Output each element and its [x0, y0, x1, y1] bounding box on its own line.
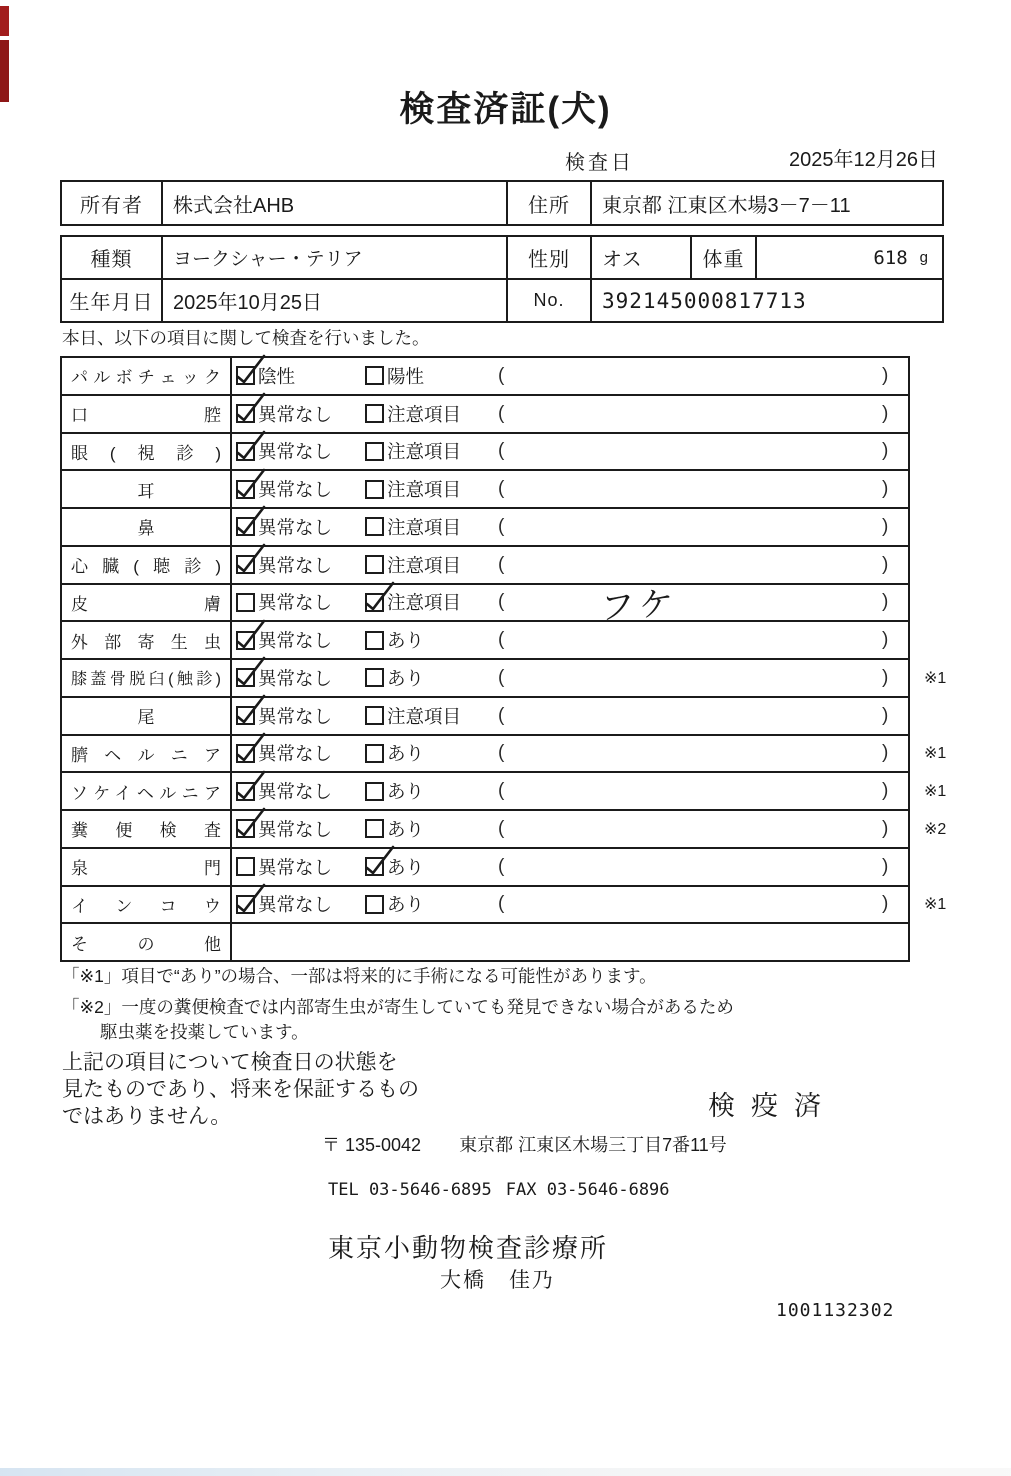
option-label: 異常なし: [258, 403, 333, 425]
exam-item-label-text: 膝蓋骨脱臼(触診): [71, 671, 221, 689]
examiner-name: 大橋 佳乃: [440, 1269, 555, 1292]
option-label: 注意項目: [387, 441, 462, 463]
paren-close: ): [882, 440, 889, 462]
paren-close: ): [882, 478, 889, 500]
option-normal: [236, 665, 332, 691]
checkbox-icon: [236, 631, 255, 650]
scan-artifact-red-mark: [0, 6, 9, 36]
exam-row-eyes: [62, 432, 908, 470]
paren-open: (: [498, 553, 505, 575]
office-tel-fax-line: [328, 1180, 670, 1200]
checkbox-icon: [365, 744, 384, 763]
checkbox-icon: [365, 631, 384, 650]
exam-row-content: [232, 811, 947, 847]
checkbox-icon: [236, 744, 255, 763]
checkbox-icon: [236, 366, 255, 385]
checkbox-icon: [365, 668, 384, 687]
checkbox-icon: [365, 895, 384, 914]
paren-open: (: [498, 893, 505, 915]
exam-item-label: [62, 585, 232, 621]
paren-close: ): [882, 893, 889, 915]
exam-row-content-empty: [232, 924, 908, 960]
exam-item-label-text: 鼻: [137, 519, 155, 539]
footnote-ref: ※1: [924, 669, 947, 687]
pet-info-row-2: [62, 278, 942, 321]
checkbox-icon: [236, 819, 255, 838]
exam-item-label-text: 外部寄生虫: [71, 632, 221, 652]
weight-value: 618: [873, 246, 908, 269]
number-value: 392145000817713: [602, 288, 807, 313]
exam-row-content: [232, 773, 947, 809]
footnote-ref: ※1: [924, 745, 947, 763]
exam-row-content: [232, 547, 908, 583]
office-postal-line: [322, 1131, 727, 1157]
pet-info-box: [60, 235, 944, 323]
option-normal: [236, 778, 332, 804]
exam-item-label-text: 口腔: [71, 406, 221, 426]
option-label: 異常なし: [258, 592, 333, 614]
page-title: 検査済証(犬): [399, 90, 612, 129]
exam-item-label-text: パルボチェック: [71, 368, 221, 388]
checkbox-icon: [236, 480, 255, 499]
disclaimer-line-3: ではありません。: [62, 1105, 232, 1128]
exam-row-content: [232, 471, 908, 507]
exam-row-umbilical-hernia: [62, 734, 947, 772]
paren-open: (: [498, 591, 505, 613]
checkbox-icon: [236, 555, 255, 574]
paren-close: ): [882, 704, 889, 726]
option-caution: [365, 703, 461, 729]
option-label: 異常なし: [258, 667, 333, 689]
option-normal: [236, 514, 332, 540]
option-label: 陽性: [387, 365, 425, 387]
exam-item-label-text: 糞便検査: [71, 821, 221, 841]
option-normal: [236, 740, 332, 766]
checkbox-icon: [365, 593, 384, 612]
exam-item-label: [62, 471, 232, 507]
option-caution: [365, 589, 461, 615]
exam-table: [60, 356, 947, 962]
option-present: [365, 816, 424, 842]
exam-item-label-text: 耳: [137, 481, 155, 501]
paren-open: (: [498, 742, 505, 764]
option-caution: [365, 438, 461, 464]
checkbox-icon: [365, 517, 384, 536]
checkbox-icon: [236, 442, 255, 461]
exam-row-patella: [62, 658, 947, 696]
exam-row-content: [232, 660, 947, 696]
checkbox-icon: [236, 404, 255, 423]
fax-number: FAX 03-5646-6896: [505, 1180, 670, 1200]
exam-item-label: [62, 547, 232, 583]
exam-row-parvo: [62, 358, 908, 394]
paren-close: ): [882, 666, 889, 688]
checkbox-icon: [365, 819, 384, 838]
exam-row-mouth: [62, 394, 908, 432]
exam-row-content: [232, 583, 908, 628]
exam-item-label-text: ソケイヘルニア: [71, 783, 221, 803]
exam-item-label: [62, 736, 232, 772]
exam-row-content: [232, 887, 947, 923]
exam-row-content: [232, 358, 908, 394]
exam-row-inkou: [62, 885, 947, 923]
option-label: 異常なし: [258, 894, 333, 916]
paren-close: ): [882, 629, 889, 651]
exam-item-label: [62, 509, 232, 545]
address-label: 住所: [508, 182, 592, 224]
option-present: [365, 891, 424, 917]
weight-value-cell: [757, 237, 942, 278]
paren-open: (: [498, 478, 505, 500]
exam-row-nose: [62, 507, 908, 545]
exam-item-label: [62, 849, 232, 885]
exam-item-label-text: インコウ: [71, 896, 221, 916]
paren-open: (: [498, 440, 505, 462]
exam-row-fecal-exam: [62, 809, 947, 847]
exam-row-content: [232, 509, 908, 545]
option-normal: [236, 816, 332, 842]
option-label: 異常なし: [258, 516, 333, 538]
pet-info-row-1: [62, 237, 942, 278]
option-caution: [365, 476, 461, 502]
exam-item-label: [62, 924, 232, 960]
paren-close: ): [882, 364, 889, 386]
checkbox-icon: [365, 706, 384, 725]
option-label: あり: [387, 818, 425, 840]
weight-unit: g: [919, 249, 928, 266]
option-label: 注意項目: [387, 403, 462, 425]
office-address: 東京都 江東区木場三丁目7番11号: [459, 1135, 727, 1155]
exam-item-label: [62, 396, 232, 432]
sex-value: オス: [592, 237, 692, 278]
option-normal: [236, 552, 332, 578]
option-label: 異常なし: [258, 441, 333, 463]
paren-open: (: [498, 629, 505, 651]
option-normal: [236, 627, 332, 653]
paren-open: (: [498, 855, 505, 877]
number-label: No.: [508, 280, 592, 321]
checkbox-icon: [236, 668, 255, 687]
option-caution: [365, 401, 461, 427]
paren-open: (: [498, 780, 505, 802]
handwritten-finding: フケ: [598, 583, 680, 628]
checkbox-icon: [365, 480, 384, 499]
footnote-ref: ※1: [924, 783, 947, 801]
paren-close: ): [882, 817, 889, 839]
option-label: 異常なし: [258, 554, 333, 576]
checkbox-icon: [365, 442, 384, 461]
checkbox-icon: [236, 517, 255, 536]
option-label: 異常なし: [258, 781, 333, 803]
exam-item-label-text: 臍ヘルニア: [71, 745, 221, 765]
paren-open: (: [498, 364, 505, 386]
inspection-date-label: 検査日: [565, 152, 634, 174]
checkbox-icon: [365, 404, 384, 423]
breed-value: ヨークシャー・テリア: [163, 237, 508, 278]
exam-row-external-parasites: [62, 620, 908, 658]
checkbox-icon: [236, 895, 255, 914]
option-present: [365, 665, 424, 691]
option-label: 注意項目: [387, 592, 462, 614]
owner-info-box: [60, 180, 944, 226]
paren-open: (: [498, 666, 505, 688]
option-normal: [236, 891, 332, 917]
checkbox-icon: [236, 706, 255, 725]
checkbox-icon: [236, 857, 255, 876]
address-value: 東京都 江東区木場3－7－11: [602, 194, 851, 217]
option-normal: [236, 854, 332, 880]
exam-row-content: [232, 736, 947, 772]
exam-item-label: [62, 660, 232, 696]
clinic-name: 東京小動物検査診療所: [328, 1233, 609, 1263]
paren-open: (: [498, 515, 505, 537]
option-normal: [236, 703, 332, 729]
option-caution: [365, 514, 461, 540]
checkbox-icon: [365, 555, 384, 574]
exam-row-content: [232, 434, 908, 470]
exam-row-ears: [62, 469, 908, 507]
option-label: 異常なし: [258, 818, 333, 840]
exam-item-label-text: 眼(視診): [71, 443, 221, 463]
exam-row-tail: [62, 696, 908, 734]
option-negative: [236, 363, 295, 389]
option-caution: [365, 552, 461, 578]
option-label: あり: [387, 856, 425, 878]
checkbox-icon: [365, 857, 384, 876]
birthdate-label: 生年月日: [62, 280, 163, 321]
inspection-date-value: 2025年12月26日: [789, 149, 938, 171]
intro-text: 本日、以下の項目に関して検査を行いました。: [62, 328, 430, 348]
disclaimer-text: [62, 1049, 419, 1130]
exam-row-inguinal-hernia: [62, 771, 947, 809]
option-present: [365, 854, 424, 880]
option-label: 異常なし: [258, 479, 333, 501]
option-label: 注意項目: [387, 516, 462, 538]
exam-row-content: [232, 396, 908, 432]
paren-close: ): [882, 402, 889, 424]
exam-item-label: [62, 434, 232, 470]
option-present: [365, 740, 424, 766]
exam-row-heart: [62, 545, 908, 583]
disclaimer-line-2: 見たものであり、将来を保証するもの: [62, 1078, 419, 1101]
option-label: 異常なし: [258, 630, 333, 652]
option-label: 注意項目: [387, 479, 462, 501]
option-present: [365, 778, 424, 804]
option-label: 注意項目: [387, 705, 462, 727]
paren-open: (: [498, 817, 505, 839]
paren-open: (: [498, 402, 505, 424]
exam-row-content: [232, 849, 908, 885]
option-label: あり: [387, 630, 425, 652]
checkbox-icon: [365, 366, 384, 385]
exam-item-label-text: 心臓(聴診): [71, 557, 221, 577]
option-label: 異常なし: [258, 856, 333, 878]
exam-item-label-text: 尾: [137, 708, 155, 728]
footnote-ref: ※2: [924, 820, 947, 838]
paren-open: (: [498, 704, 505, 726]
option-label: 注意項目: [387, 554, 462, 576]
exam-row-skin: [62, 583, 908, 628]
checkbox-icon: [236, 782, 255, 801]
option-label: あり: [387, 781, 425, 803]
birthdate-value: 2025年10月25日: [163, 280, 508, 321]
exam-row-fontanelle: [62, 847, 908, 885]
sex-label: 性別: [508, 237, 592, 278]
exam-item-label-text: その他: [71, 934, 221, 954]
option-present: [365, 627, 424, 653]
weight-label: 体重: [692, 237, 757, 278]
option-normal: [236, 589, 332, 615]
footnote-2-line2: 駆虫薬を投薬しています。: [100, 1022, 309, 1042]
exam-item-label: [62, 698, 232, 734]
exam-row-content: [232, 698, 908, 734]
postal-code: 〒 135-0042: [322, 1135, 422, 1155]
exam-item-label: [62, 887, 232, 923]
exam-item-label-text: 泉門: [71, 859, 221, 879]
option-label: あり: [387, 667, 425, 689]
quarantine-stamp: 検疫済: [708, 1091, 837, 1121]
option-label: あり: [387, 894, 425, 916]
paren-close: ): [882, 591, 889, 613]
exam-item-label: [62, 811, 232, 847]
exam-item-label-text: 皮膚: [71, 594, 221, 614]
option-normal: [236, 438, 332, 464]
checkbox-icon: [365, 782, 384, 801]
option-label: 異常なし: [258, 743, 333, 765]
footnote-1: 「※1」項目で“あり”の場合、一部は将来的に手術になる可能性があります。: [62, 966, 657, 986]
paren-close: ): [882, 780, 889, 802]
paren-close: ): [882, 855, 889, 877]
option-normal: [236, 476, 332, 502]
footnote-2-line1: 「※2」一度の糞便検査では内部寄生虫が寄生していても発見できない場合があるため: [62, 997, 734, 1017]
exam-row-other: [62, 922, 908, 960]
tel-number: TEL 03-5646-6895: [328, 1180, 492, 1200]
option-label: 異常なし: [258, 705, 333, 727]
exam-item-label: [62, 358, 232, 394]
breed-label: 種類: [62, 237, 163, 278]
document-code: 1001132302: [776, 1300, 895, 1321]
exam-item-label: [62, 773, 232, 809]
paren-close: ): [882, 742, 889, 764]
paren-close: ): [882, 515, 889, 537]
owner-label: 所有者: [62, 182, 163, 224]
option-label: 陰性: [258, 365, 296, 387]
scan-artifact-bottom-band: [0, 1468, 1011, 1476]
option-normal: [236, 401, 332, 427]
checkbox-icon: [236, 593, 255, 612]
paren-close: ): [882, 553, 889, 575]
exam-item-label: [62, 622, 232, 658]
option-positive: [365, 363, 424, 389]
exam-row-content: [232, 622, 908, 658]
owner-value: 株式会社AHB: [163, 182, 508, 224]
option-label: あり: [387, 743, 425, 765]
footnote-ref: ※1: [924, 896, 947, 914]
disclaimer-line-1: 上記の項目について検査日の状態を: [62, 1051, 398, 1074]
